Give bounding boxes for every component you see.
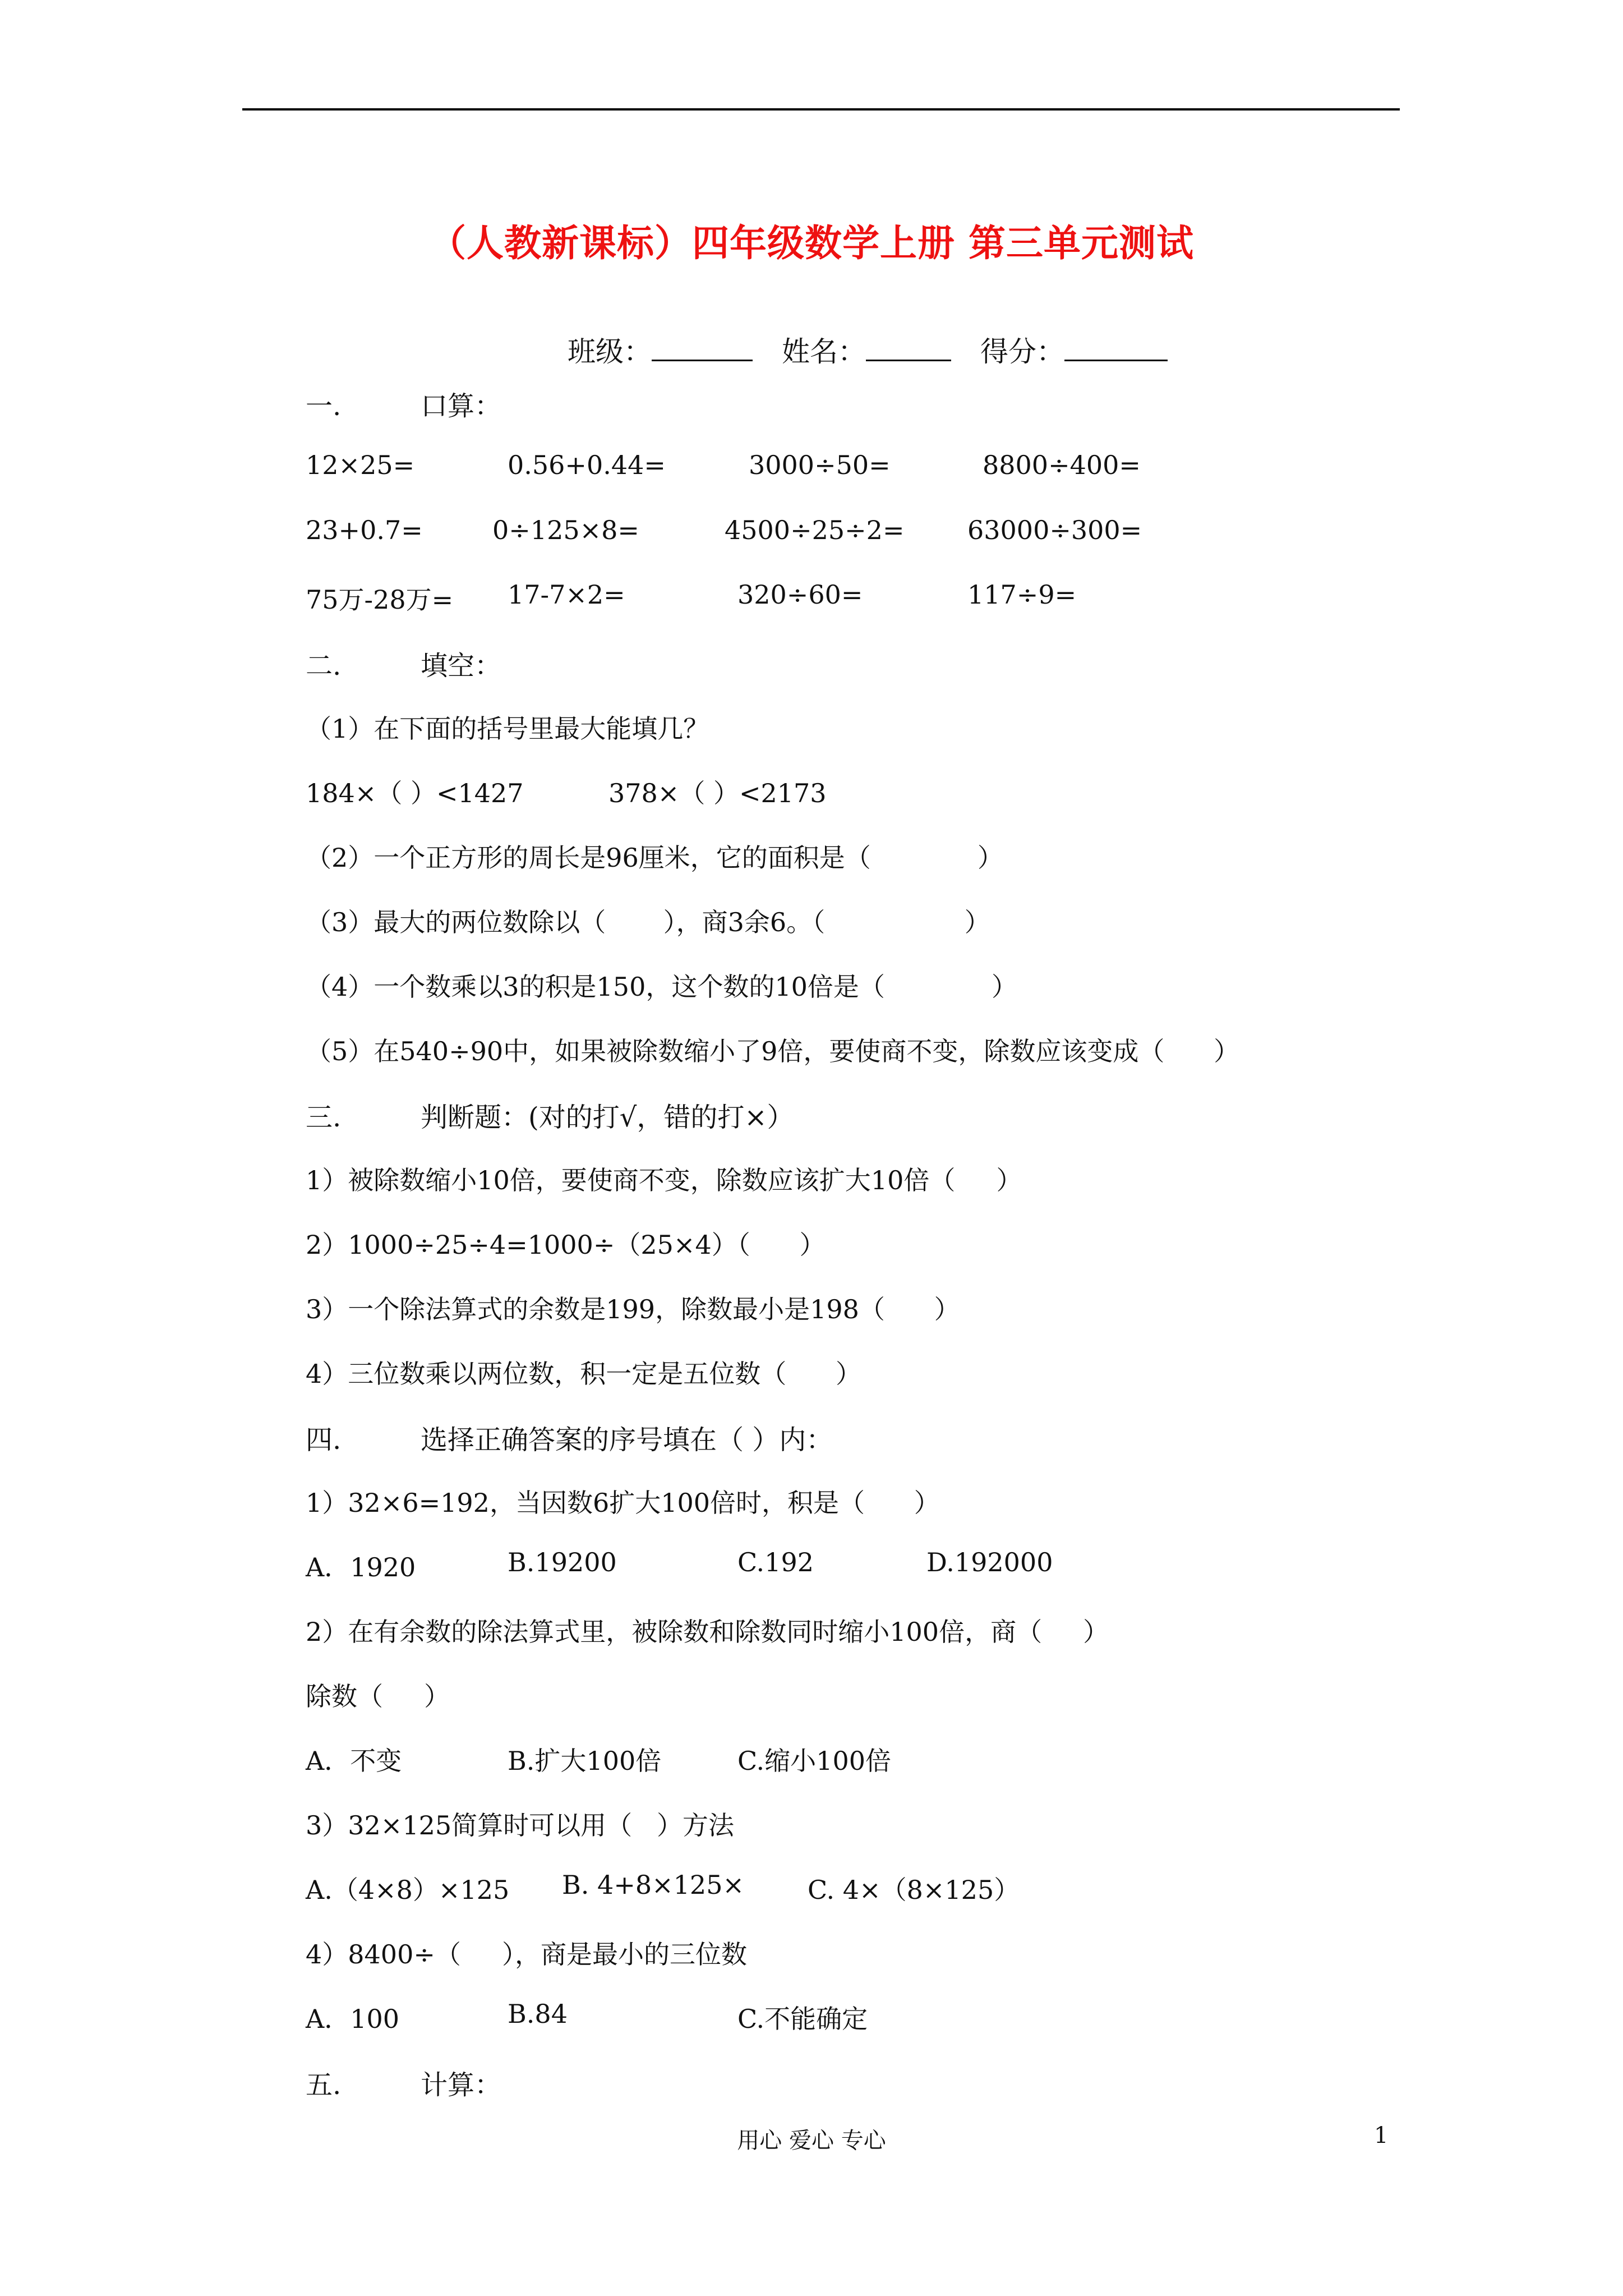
choice-question-4: 4）8400÷（ ），商是最小的三位数	[306, 1939, 747, 1970]
oral-item: 117÷9=	[967, 579, 1077, 610]
fill-question-5: （5）在540÷90中，如果被除数缩小了9倍，要使商不变，除数应该变成（ ）	[306, 1036, 1240, 1066]
section-title: 判断题：(对的打√，错的打×）	[421, 1102, 794, 1133]
choice-option: C.192	[737, 1547, 814, 1577]
section-number: 五.	[306, 2069, 342, 2101]
choice-option: B.84	[508, 1999, 568, 2029]
fill-question-2: （2）一个正方形的周长是96厘米，它的面积是（ ）	[306, 843, 1003, 873]
fill-question-4: （4）一个数乘以3的积是150，这个数的10倍是（ ）	[306, 972, 1017, 1002]
section-2-heading	[306, 644, 501, 683]
judge-question-3: 3）一个除法算式的余数是199，除数最小是198（ ）	[306, 1294, 960, 1324]
section-title: 计算：	[421, 2069, 502, 2101]
oral-item: 0÷125×8=	[492, 515, 639, 545]
choice-option: A．1920	[306, 1552, 416, 1582]
oral-item: 8800÷400=	[983, 450, 1141, 480]
fill-item: 378×（ ）<2173	[608, 778, 827, 808]
section-5-heading	[306, 2063, 501, 2102]
section-4-heading	[306, 1418, 833, 1457]
page-title: （人教新课标）四年级数学上册 第三单元测试	[429, 221, 1194, 265]
oral-item: 17-7×2=	[508, 579, 625, 610]
oral-item: 23+0.7=	[306, 515, 423, 545]
fill-item: 184×（ ）<1427	[306, 778, 524, 808]
judge-question-4: 4）三位数乘以两位数，积一定是五位数（ ）	[306, 1359, 861, 1389]
oral-item: 12×25=	[306, 450, 415, 480]
choice-option: C.缩小100倍	[737, 1746, 891, 1776]
section-title: 选择正确答案的序号填在（ ）内：	[421, 1424, 833, 1456]
judge-question-2: 2）1000÷25÷4=1000÷（25×4）（ ）	[306, 1230, 826, 1260]
choice-option: B.扩大100倍	[508, 1746, 662, 1776]
section-number: 二.	[306, 650, 342, 682]
footer-motto: 用心 爱心 专心	[737, 2128, 886, 2154]
student-info	[568, 329, 1168, 370]
choice-question-3: 3）32×125简算时可以用（ ）方法	[306, 1810, 735, 1841]
oral-item: 0.56+0.44=	[508, 450, 666, 480]
section-number: 一.	[306, 390, 342, 422]
oral-item: 4500÷25÷2=	[725, 515, 905, 545]
class-blank	[652, 337, 753, 361]
oral-item: 75万-28万=	[306, 585, 454, 615]
page-number: 1	[1374, 2123, 1389, 2148]
choice-question-2-continued: 除数（ ）	[306, 1681, 450, 1711]
score-blank	[1064, 337, 1168, 361]
choice-option: A.（4×8）×125	[306, 1875, 510, 1905]
choice-option: D.192000	[926, 1547, 1053, 1577]
judge-question-1: 1）被除数缩小10倍，要使商不变，除数应该扩大10倍（ ）	[306, 1165, 1022, 1195]
section-title: 填空：	[421, 650, 502, 682]
oral-item: 320÷60=	[737, 579, 863, 610]
choice-option: B. 4+8×125×	[562, 1870, 745, 1900]
choice-option: B.19200	[508, 1547, 617, 1577]
oral-item: 63000÷300=	[967, 515, 1142, 545]
name-blank	[866, 337, 951, 361]
choice-option: A．100	[306, 2004, 400, 2034]
choice-option: C. 4×（8×125）	[808, 1875, 1020, 1905]
class-label: 班级：	[568, 335, 652, 368]
section-3-heading	[306, 1096, 794, 1134]
header-rule	[242, 108, 1400, 111]
fill-question-1: （1）在下面的括号里最大能填几？	[306, 714, 709, 744]
choice-option: A．不变	[306, 1746, 402, 1776]
score-label: 得分：	[980, 335, 1064, 368]
choice-option: C.不能确定	[737, 2004, 868, 2034]
section-number: 四.	[306, 1424, 342, 1456]
fill-question-3: （3）最大的两位数除以（ ），商3余6。（ ）	[306, 907, 990, 937]
choice-question-1: 1）32×6=192，当因数6扩大100倍时，积是（ ）	[306, 1488, 940, 1518]
section-number: 三.	[306, 1102, 342, 1133]
oral-item: 3000÷50=	[749, 450, 891, 480]
section-title: 口算：	[421, 390, 502, 422]
name-label: 姓名：	[782, 335, 866, 368]
section-1-heading	[306, 384, 501, 423]
choice-question-2: 2）在有余数的除法算式里，被除数和除数同时缩小100倍，商（ ）	[306, 1617, 1109, 1647]
